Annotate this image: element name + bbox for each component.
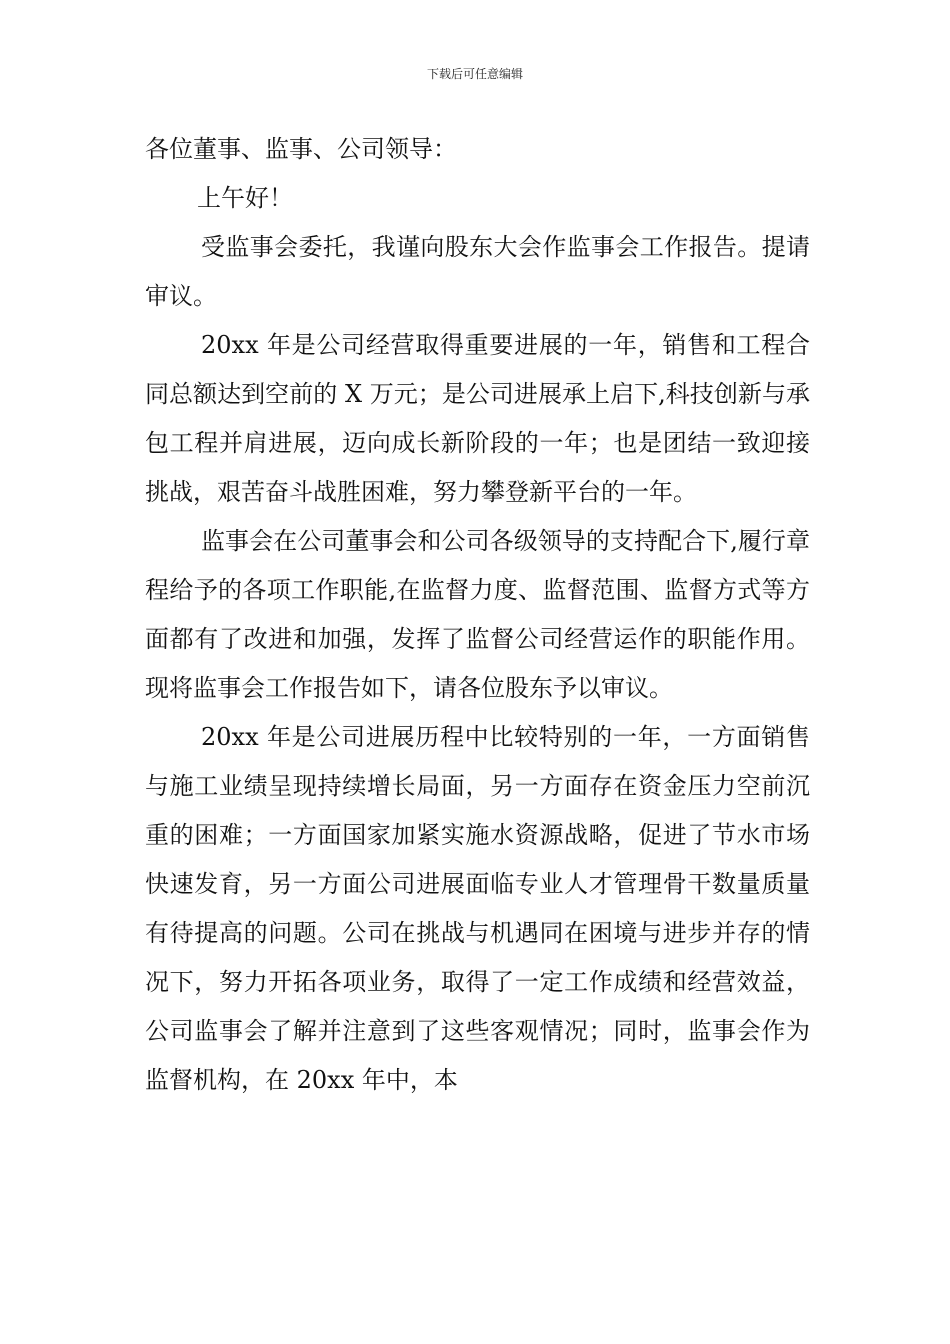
- document-body: [145, 125, 810, 1105]
- paragraph-year-overview: 20xx 年是公司经营取得重要进展的一年，销售和工程合同总额达到空前的 X 万元；是公司进展承上启下,科技创新与承包工程并肩进展，迈向成长新阶段的一年；也是团结一致迎接挑战，艰苦奋斗战胜困难，努力攀登新平台的一年。: [145, 331, 810, 506]
- paragraph-entrusted: 受监事会委托，我谨向股东大会作监事会工作报告。提请审议。: [145, 233, 810, 310]
- paragraph-challenges: 20xx 年是公司进展历程中比较特别的一年，一方面销售与施工业绩呈现持续增长局面，另一方面存在资金压力空前沉重的困难；一方面国家加紧实施水资源战略，促进了节水市场快速发育，另一方面公司进展面临专业人才管理骨干数量质量有待提高的问题。公司在挑战与机遇同在困境与进步并存的情况下，努力开拓各项业务，取得了一定工作成绩和经营效益，公司监事会了解并注意到了这些客观情况；同时，监事会作为监督机构，在 20xx 年中，本: [145, 723, 810, 1094]
- salutation: 各位董事、监事、公司领导：: [145, 135, 457, 163]
- page-header-note: 下载后可任意编辑: [426, 67, 523, 81]
- greeting: 上午好！: [197, 184, 293, 212]
- paragraph-supervision: 监事会在公司董事会和公司各级领导的支持配合下,履行章程给予的各项工作职能,在监督力度、监督范围、监督方式等方面都有了改进和加强，发挥了监督公司经营运作的职能作用。现将监事会工作报告如下，请各位股东予以审议。: [145, 527, 810, 702]
